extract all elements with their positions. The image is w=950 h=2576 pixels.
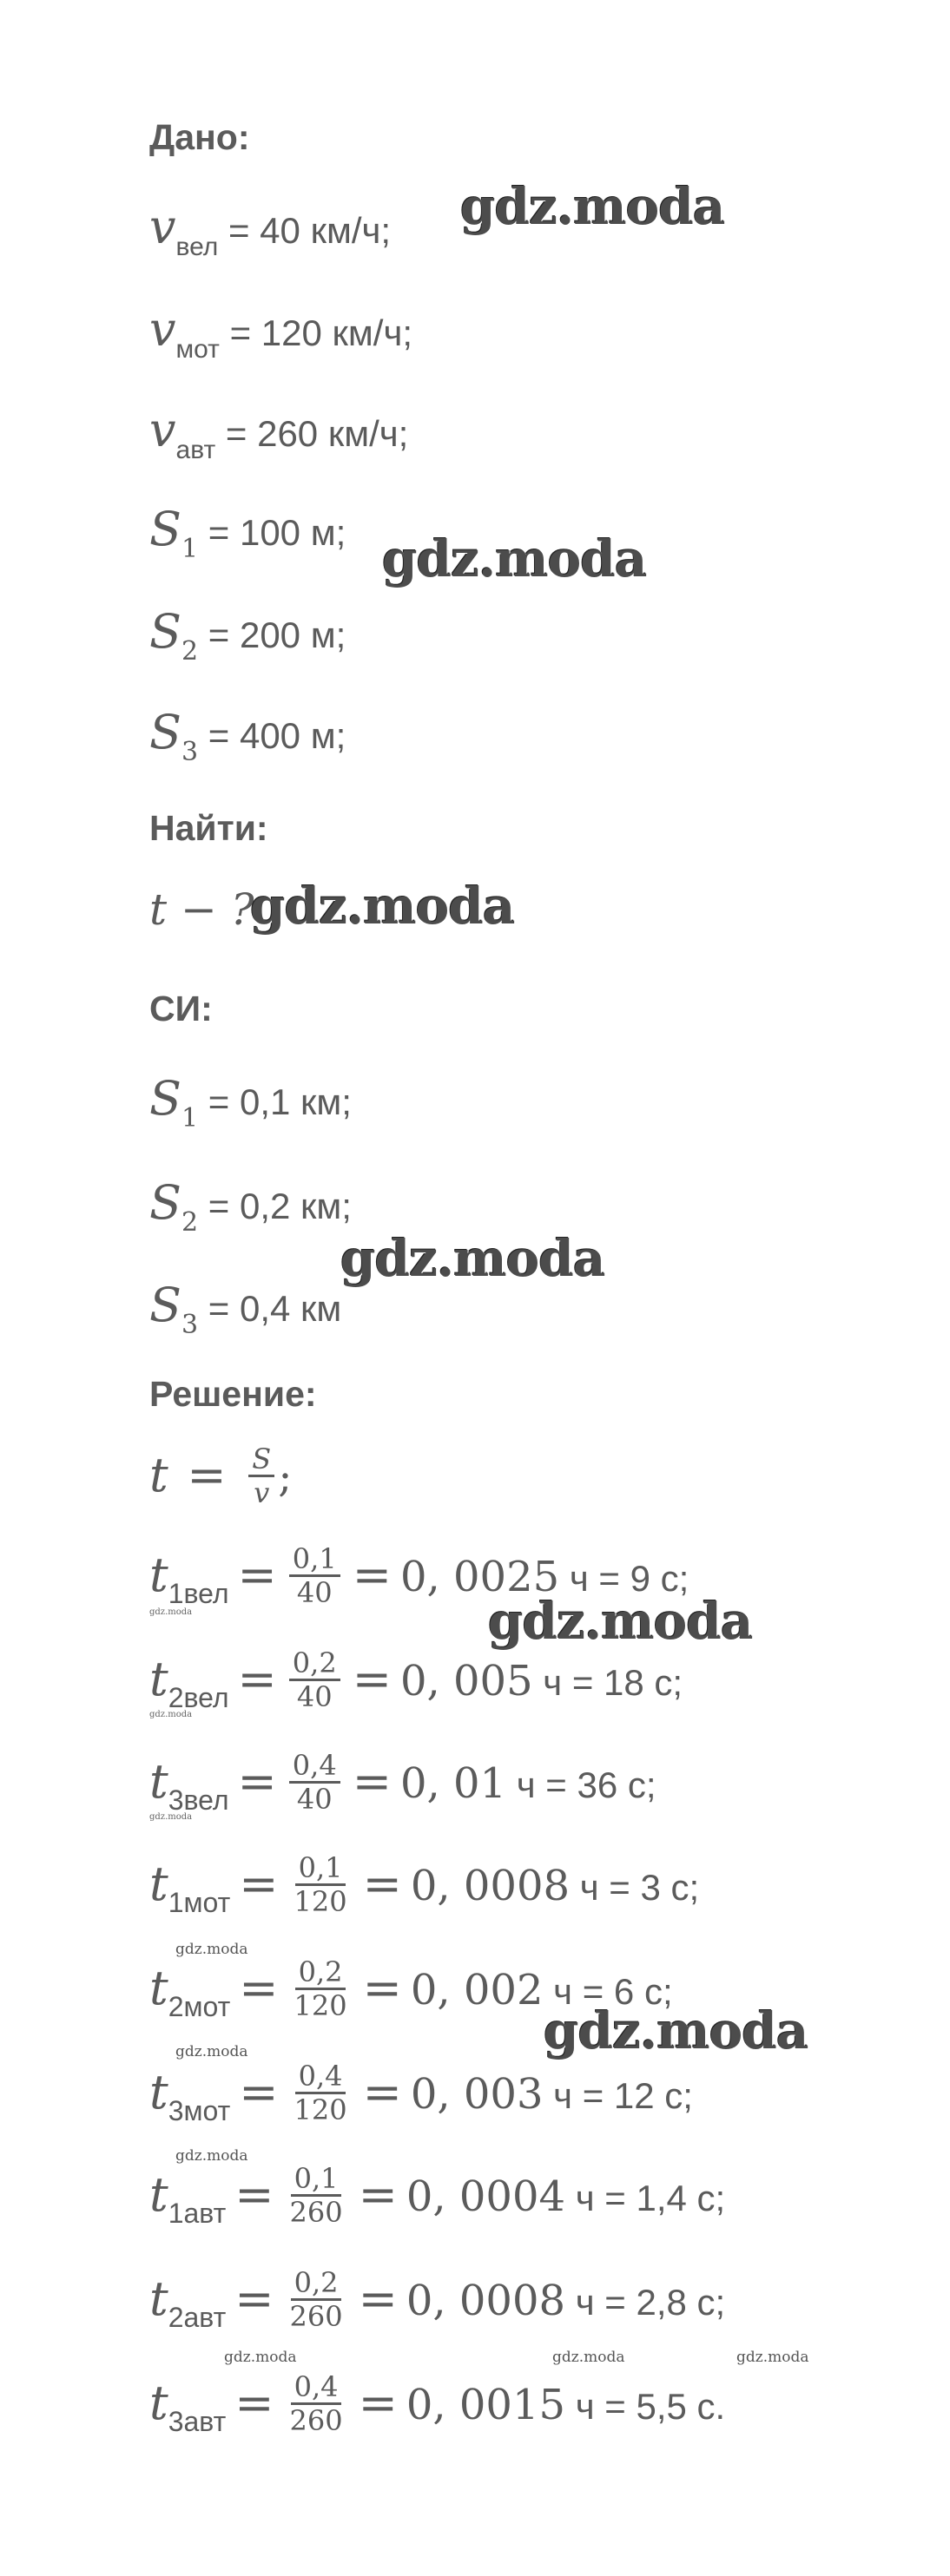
fraction xyxy=(248,1443,274,1508)
variable: t xyxy=(149,1961,168,2015)
watermark: gdz.moda xyxy=(175,2043,248,2060)
subscript: 2 xyxy=(181,1207,199,1238)
converted-value: ч = 1,4 с; xyxy=(575,2178,726,2218)
converted-value: ч = 6 с; xyxy=(553,1971,673,2012)
fraction xyxy=(289,1543,340,1608)
equals-sign: = xyxy=(187,1448,227,1502)
watermark: gdz.moda xyxy=(149,1812,193,1822)
solution-row xyxy=(149,2260,725,2344)
subscript: 2авт xyxy=(168,2302,227,2333)
decimal-value: 0, 005 xyxy=(399,1657,533,1705)
decimal-value: 0, 01 xyxy=(399,1759,507,1808)
variable: t xyxy=(149,2376,168,2430)
given-line xyxy=(149,606,346,666)
watermark: gdz.moda xyxy=(175,1941,248,1958)
variable: t xyxy=(149,1652,168,1706)
value: = 400 м; xyxy=(208,715,346,756)
value: = 0,1 км; xyxy=(208,1081,352,1122)
equals-sign: = xyxy=(234,2167,274,2222)
subscript: 2мот xyxy=(168,1991,231,2022)
numerator: 0,2 xyxy=(291,2267,342,2301)
subscript: мот xyxy=(175,335,220,364)
variable: v xyxy=(149,302,176,357)
decimal-value: 0, 0015 xyxy=(406,2381,566,2429)
subscript: 1авт xyxy=(168,2198,227,2229)
decimal-value: 0, 0008 xyxy=(410,1862,571,1910)
denominator: 120 xyxy=(294,1885,347,1919)
denominator: 120 xyxy=(294,1989,347,2023)
numerator: 0,2 xyxy=(289,1647,340,1681)
find-line xyxy=(149,884,254,938)
punctuation: ; xyxy=(278,1453,293,1502)
decimal-value: 0, 0025 xyxy=(399,1553,560,1601)
value: = 120 км/ч; xyxy=(229,312,412,353)
given-line xyxy=(149,304,412,364)
watermark: gdz.moda xyxy=(736,2349,809,2366)
subscript: 1вел xyxy=(168,1578,229,1609)
fraction xyxy=(287,2267,346,2332)
si-line xyxy=(149,1279,341,1339)
subscript: 1мот xyxy=(168,1887,231,1918)
solution-formula xyxy=(149,1441,292,1514)
converted-value: ч = 5,5 с. xyxy=(575,2386,726,2427)
denominator: 40 xyxy=(296,1576,333,1610)
fraction xyxy=(287,2371,346,2436)
equals-sign: = xyxy=(237,1548,277,1602)
subscript: 2вел xyxy=(168,1682,229,1713)
si-line xyxy=(149,1177,352,1237)
si-heading: СИ: xyxy=(149,989,213,1028)
equals-sign: = xyxy=(237,1652,277,1706)
equals-sign: = xyxy=(362,1856,402,1911)
variable: v xyxy=(149,403,176,457)
fraction xyxy=(289,1647,340,1712)
solution-row xyxy=(149,1743,656,1827)
watermark: gdz.moda xyxy=(175,2147,248,2165)
equals-sign: = xyxy=(358,2167,398,2222)
value: = 40 км/ч; xyxy=(228,210,392,251)
value: = 100 м; xyxy=(208,512,346,553)
solution-row xyxy=(149,2364,725,2448)
equals-sign: = xyxy=(239,1961,279,2015)
watermark: gdz.moda xyxy=(340,1229,605,1288)
equals-sign: = xyxy=(362,2065,402,2119)
value: = 0,4 км xyxy=(208,1288,342,1329)
watermark: gdz.moda xyxy=(488,1592,753,1651)
denominator: 120 xyxy=(294,2093,347,2127)
variable: t xyxy=(149,2065,168,2119)
numerator: 0,4 xyxy=(295,2060,346,2094)
equals-sign: = xyxy=(239,1856,279,1911)
converted-value: ч = 12 с; xyxy=(553,2075,693,2116)
converted-value: ч = 9 с; xyxy=(569,1558,689,1599)
decimal-value: 0, 0004 xyxy=(406,2172,566,2221)
converted-value: ч = 2,8 с; xyxy=(575,2282,726,2323)
subscript: 3мот xyxy=(168,2095,231,2126)
variable: S xyxy=(149,1175,181,1230)
find-heading: Найти: xyxy=(149,808,268,848)
variable: S xyxy=(149,502,181,556)
watermark: gdz.moda xyxy=(552,2349,625,2366)
solution-row xyxy=(149,2156,725,2240)
given-line xyxy=(149,201,391,261)
numerator: S xyxy=(248,1443,274,1477)
equals-sign: = xyxy=(237,1754,277,1809)
given-heading: Дано: xyxy=(149,117,250,157)
subscript: вел xyxy=(175,233,219,261)
watermark: gdz.moda xyxy=(382,529,647,588)
equals-sign: = xyxy=(352,1548,392,1602)
fraction xyxy=(287,2163,346,2228)
subscript: 3авт xyxy=(168,2406,227,2437)
fraction xyxy=(291,2060,351,2126)
subscript: 3вел xyxy=(168,1784,229,1816)
value: = 0,2 км; xyxy=(208,1186,352,1226)
numerator: 0,1 xyxy=(291,2163,342,2197)
value: = 200 м; xyxy=(208,614,346,655)
equals-sign: = xyxy=(234,2376,274,2430)
variable: t xyxy=(149,1856,168,1911)
variable: t xyxy=(149,2271,168,2326)
numerator: 0,1 xyxy=(289,1543,340,1577)
variable: S xyxy=(149,604,181,659)
denominator: 40 xyxy=(296,1783,333,1817)
find-expression: t − ? xyxy=(149,884,254,935)
watermark: gdz.moda xyxy=(149,1607,193,1617)
watermark: gdz.moda xyxy=(460,177,725,236)
decimal-value: 0, 0008 xyxy=(406,2277,566,2325)
equals-sign: = xyxy=(358,2376,398,2430)
converted-value: ч = 36 с; xyxy=(516,1764,656,1805)
fraction xyxy=(291,1852,351,1917)
subscript: 3 xyxy=(181,737,199,767)
given-line xyxy=(149,503,346,563)
numerator: 0,2 xyxy=(295,1956,346,1990)
value: = 260 км/ч; xyxy=(225,413,409,454)
equals-sign: = xyxy=(358,2271,398,2326)
variable: v xyxy=(149,200,176,254)
variable: t xyxy=(149,2167,168,2222)
denominator: 260 xyxy=(289,2404,343,2438)
equals-sign: = xyxy=(234,2271,274,2326)
given-line xyxy=(149,404,408,464)
equals-sign: = xyxy=(362,1961,402,2015)
subscript: 3 xyxy=(181,1310,199,1340)
fraction xyxy=(289,1750,340,1815)
si-line xyxy=(149,1073,352,1133)
subscript: 1 xyxy=(181,534,199,564)
decimal-value: 0, 003 xyxy=(410,2070,544,2119)
solution-row xyxy=(149,1845,699,1929)
converted-value: ч = 18 с; xyxy=(543,1662,683,1703)
variable: S xyxy=(149,1071,181,1126)
numerator: 0,4 xyxy=(291,2371,342,2405)
subscript: авт xyxy=(175,436,216,464)
solution-row xyxy=(149,1640,683,1725)
denominator: v xyxy=(254,1476,270,1510)
equals-sign: = xyxy=(239,2065,279,2119)
equals-sign: = xyxy=(352,1754,392,1809)
solution-heading: Решение: xyxy=(149,1374,317,1414)
subscript: 2 xyxy=(181,636,199,667)
fraction xyxy=(291,1956,351,2021)
watermark: gdz.moda xyxy=(544,2001,808,2060)
denominator: 260 xyxy=(289,2300,343,2334)
variable: t xyxy=(149,1548,168,1602)
numerator: 0,1 xyxy=(295,1852,346,1886)
equals-sign: = xyxy=(352,1652,392,1706)
subscript: 1 xyxy=(181,1103,199,1134)
watermark: gdz.moda xyxy=(149,1710,193,1719)
decimal-value: 0, 002 xyxy=(410,1966,544,2014)
numerator: 0,4 xyxy=(289,1750,340,1784)
solution-row xyxy=(149,2054,693,2138)
watermark: gdz.moda xyxy=(224,2349,297,2366)
variable: S xyxy=(149,705,181,759)
denominator: 260 xyxy=(289,2196,343,2230)
given-line xyxy=(149,706,346,766)
variable: t xyxy=(149,1448,168,1502)
variable: S xyxy=(149,1278,181,1332)
variable: t xyxy=(149,1754,168,1809)
converted-value: ч = 3 с; xyxy=(579,1867,700,1908)
denominator: 40 xyxy=(296,1680,333,1714)
watermark: gdz.moda xyxy=(250,877,515,936)
